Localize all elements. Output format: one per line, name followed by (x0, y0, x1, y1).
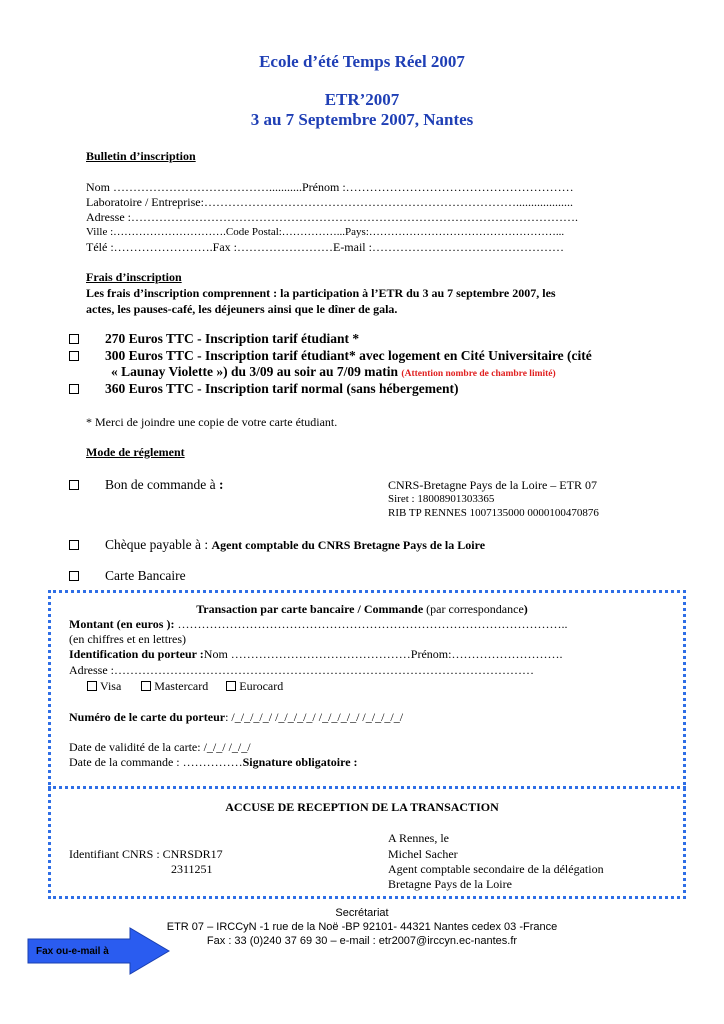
fees-description-line1: Les frais d’inscription comprennent : la participation à l’ETR du 3 au 7 septembre 2007, les (86, 286, 556, 300)
cardholder-address-field[interactable]: Adresse :…………………………………………………………………………………………… (69, 663, 534, 677)
checkbox-icon[interactable] (69, 540, 79, 550)
cardholder-label: Identification du porteur : (69, 647, 204, 661)
agent-name: Michel Sacher (388, 847, 458, 861)
checkbox-icon[interactable] (69, 334, 79, 344)
lab-field-line[interactable]: Laboratoire / Entreprise:……………………………………………………………………................... (86, 195, 573, 209)
mastercard-label: Mastercard (154, 679, 209, 693)
receipt-title: ACCUSE DE RECEPTION DE LA TRANSACTION (225, 800, 499, 814)
transaction-divider (48, 786, 686, 789)
card-number-line[interactable] (69, 710, 403, 725)
cnrs-identifier: Identifiant CNRS : CNRSDR17 (69, 847, 223, 861)
checkbox-icon[interactable] (69, 571, 79, 581)
transaction-title-bold: Transaction par carte bancaire / Commande (196, 602, 424, 616)
card-number-field[interactable]: : /_/_/_/_/ /_/_/_/_/ /_/_/_/_/ /_/_/_/_/ (225, 710, 404, 724)
event-title: Ecole d’été Temps Réel 2007 (259, 52, 465, 71)
mastercard-checkbox-icon[interactable] (141, 681, 151, 691)
visa-label: Visa (100, 679, 122, 693)
fee-option-student[interactable] (69, 331, 359, 347)
order-date-line[interactable] (69, 755, 358, 770)
cnrs-identifier-number: 2311251 (171, 862, 213, 876)
city-field-line[interactable]: Ville :………………………….Code Postal:……………...Pays:……………………………………………... (86, 226, 565, 238)
transaction-title-note: (par correspondance (423, 602, 524, 616)
fax-email-arrow-label: Fax ou-e-mail à (36, 946, 109, 957)
amount-note: (en chiffres et en lettres) (69, 632, 187, 646)
card-number-label: Numéro de le carte du porteur (69, 710, 226, 724)
secretariat-address: ETR 07 – IRCCyN -1 rue de la Noë -BP 92101- 44321 Nantes cedex 03 -France (166, 921, 558, 933)
card-label: Carte Bancaire (105, 568, 186, 583)
checkbox-icon[interactable] (69, 351, 79, 361)
payment-order-option[interactable] (69, 477, 223, 493)
cardholder-line[interactable] (69, 647, 562, 662)
amount-label: Montant (en euros ): (69, 617, 175, 631)
transaction-title-end: ) (523, 602, 528, 616)
order-date-field[interactable]: Date de la commande : …………… (69, 755, 243, 769)
payment-card-option[interactable] (69, 568, 186, 584)
secretariat-label: Secrétariat (335, 907, 389, 919)
registration-heading: Bulletin d’inscription (86, 149, 196, 163)
name-field-line[interactable]: Nom …………………………………...........Prénom :………………………………………………… (86, 180, 574, 194)
organisation-name: CNRS-Bretagne Pays de la Loire – ETR 07 (388, 478, 597, 492)
fee-option-housing-line2 (111, 364, 556, 380)
fee-option-housing-label: 300 Euros TTC - Inscription tarif étudiant* avec logement en Cité Universitaire (cité (105, 348, 592, 363)
receipt-place-date: A Rennes, le (388, 831, 449, 845)
rib-number: RIB TP RENNES 1007135000 0000100470876 (388, 507, 599, 519)
agent-role-line2: Bretagne Pays de la Loire (388, 877, 512, 891)
phone-field-line[interactable]: Télé :…………………….Fax :……………………E-mail :………………………………………… (86, 240, 564, 254)
fee-option-housing-dates: « Launay Violette ») du 3/09 au soir au 7/09 matin (111, 364, 399, 379)
fee-option-student-label: 270 Euros TTC - Inscription tarif étudiant * (105, 331, 360, 346)
eurocard-checkbox-icon[interactable] (226, 681, 236, 691)
fees-heading: Frais d’inscription (86, 270, 182, 284)
student-card-footnote: * Merci de joindre une copie de votre carte étudiant. (86, 415, 338, 429)
payment-heading: Mode de réglement (86, 445, 185, 459)
order-colon: : (215, 477, 224, 492)
siret-number: Siret : 18008901303365 (388, 493, 495, 505)
payment-cheque-option[interactable] (69, 537, 485, 553)
checkbox-icon[interactable] (69, 480, 79, 490)
eurocard-label: Eurocard (239, 679, 284, 693)
agent-role-line1: Agent comptable secondaire de la délégation (388, 862, 604, 876)
card-expiry-field[interactable]: Date de validité de la carte: /_/_/ /_/_/ (69, 740, 251, 754)
fee-option-normal[interactable] (69, 381, 459, 397)
event-dates: 3 au 7 Septembre 2007, Nantes (250, 110, 474, 129)
cheque-payee: Agent comptable du CNRS Bretagne Pays de la Loire (211, 538, 486, 552)
room-limit-note: (Attention nombre de chambre limité) (401, 369, 556, 379)
card-type-row (87, 679, 283, 694)
transaction-title (0, 602, 724, 617)
fee-option-normal-label: 360 Euros TTC - Inscription tarif normal (sans hébergement) (105, 381, 459, 396)
fees-description-line2: actes, les pauses-café, les déjeuners ainsi que le dîner de gala. (86, 302, 398, 316)
amount-field[interactable]: …………………………………………………………………………………….. (174, 617, 568, 631)
checkbox-icon[interactable] (69, 384, 79, 394)
cheque-label: Chèque payable à : (105, 537, 212, 552)
signature-label: Signature obligatoire : (242, 755, 358, 769)
visa-checkbox-icon[interactable] (87, 681, 97, 691)
order-label: Bon de commande à (105, 477, 216, 492)
fee-option-student-housing[interactable] (69, 348, 592, 364)
amount-line[interactable] (69, 617, 567, 632)
event-short-title: ETR’2007 (324, 90, 400, 109)
cardholder-name-field[interactable]: Nom ………………………………………Prénom:………………………. (203, 647, 563, 661)
secretariat-contact: Fax : 33 (0)240 37 69 30 – e-mail : etr2007@irccyn.ec-nantes.fr (206, 935, 518, 947)
address-field-line[interactable]: Adresse :…………………………………………………………………………………………………. (86, 210, 578, 224)
